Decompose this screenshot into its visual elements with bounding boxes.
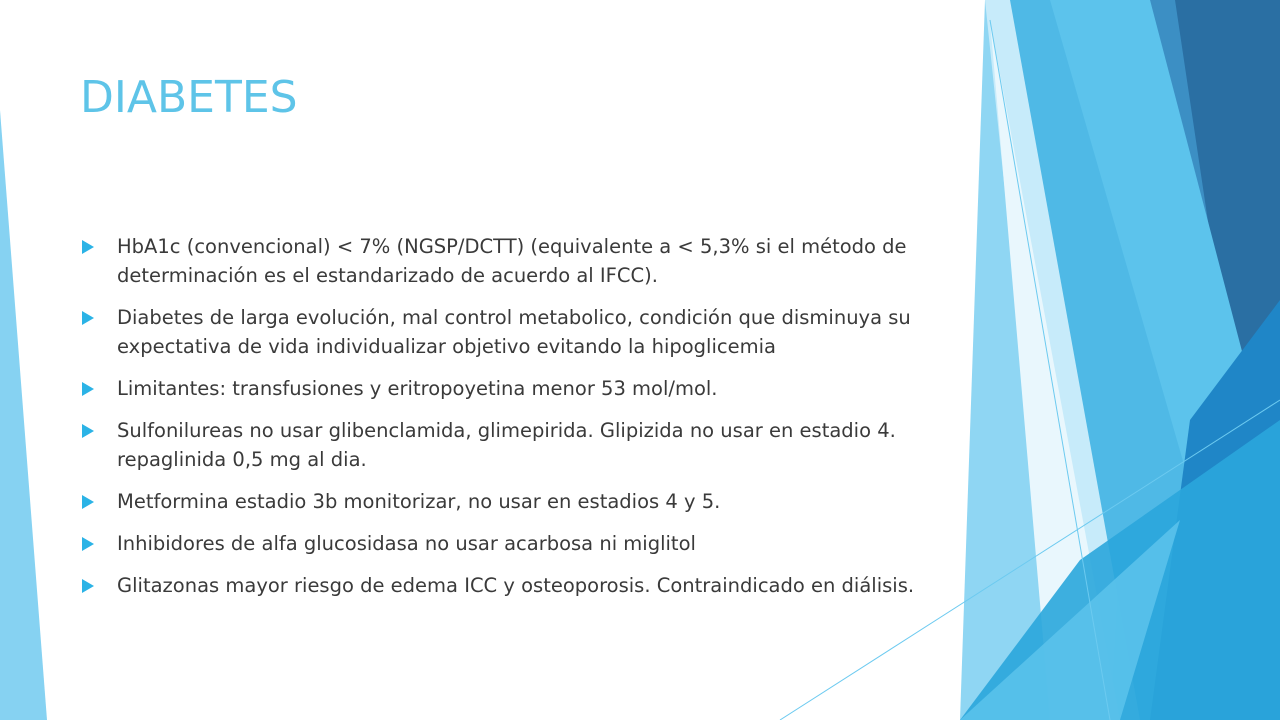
triangle-right-icon: [82, 537, 94, 551]
bullet-text: Glitazonas mayor riesgo de edema ICC y osteoporosis. Contraindicado en diálisis.: [117, 574, 915, 597]
triangle-right-icon: [82, 495, 94, 509]
bullet-text: Metformina estadio 3b monitorizar, no usar en estadios 4 y 5.: [117, 490, 721, 513]
triangle-right-icon: [82, 382, 94, 396]
bullet-item: [80, 374, 965, 403]
bullet-item: [80, 303, 965, 361]
bullet-text: HbA1c (convencional) < 7% (NGSP/DCTT) (equivalente a < 5,3% si el método de determinación es el estandarizado de acuerdo al IFCC).: [117, 235, 907, 287]
left-edge-facet: [0, 110, 47, 720]
bullet-text: Limitantes: transfusiones y eritropoyetina menor 53 mol/mol.: [117, 377, 718, 400]
triangle-right-icon: [82, 311, 94, 325]
bullet-item: [80, 571, 965, 600]
bullet-item: [80, 529, 965, 558]
bullet-text: Diabetes de larga evolución, mal control metabolico, condición que disminuya su expectativa de vida individualizar objetivo evitando la hipoglicemia: [117, 306, 911, 358]
bullet-list: [80, 232, 965, 613]
bullet-text: Inhibidores de alfa glucosidasa no usar acarbosa ni miglitol: [117, 532, 696, 555]
slide-title: DIABETES: [80, 72, 298, 123]
bullet-text: Sulfonilureas no usar glibenclamida, glimepirida. Glipizida no usar en estadio 4. repaglinida 0,5 mg al dia.: [117, 419, 896, 471]
triangle-right-icon: [82, 579, 94, 593]
bullet-item: [80, 416, 965, 474]
bullet-item: [80, 487, 965, 516]
triangle-right-icon: [82, 424, 94, 438]
triangle-right-icon: [82, 240, 94, 254]
bullet-item: [80, 232, 965, 290]
